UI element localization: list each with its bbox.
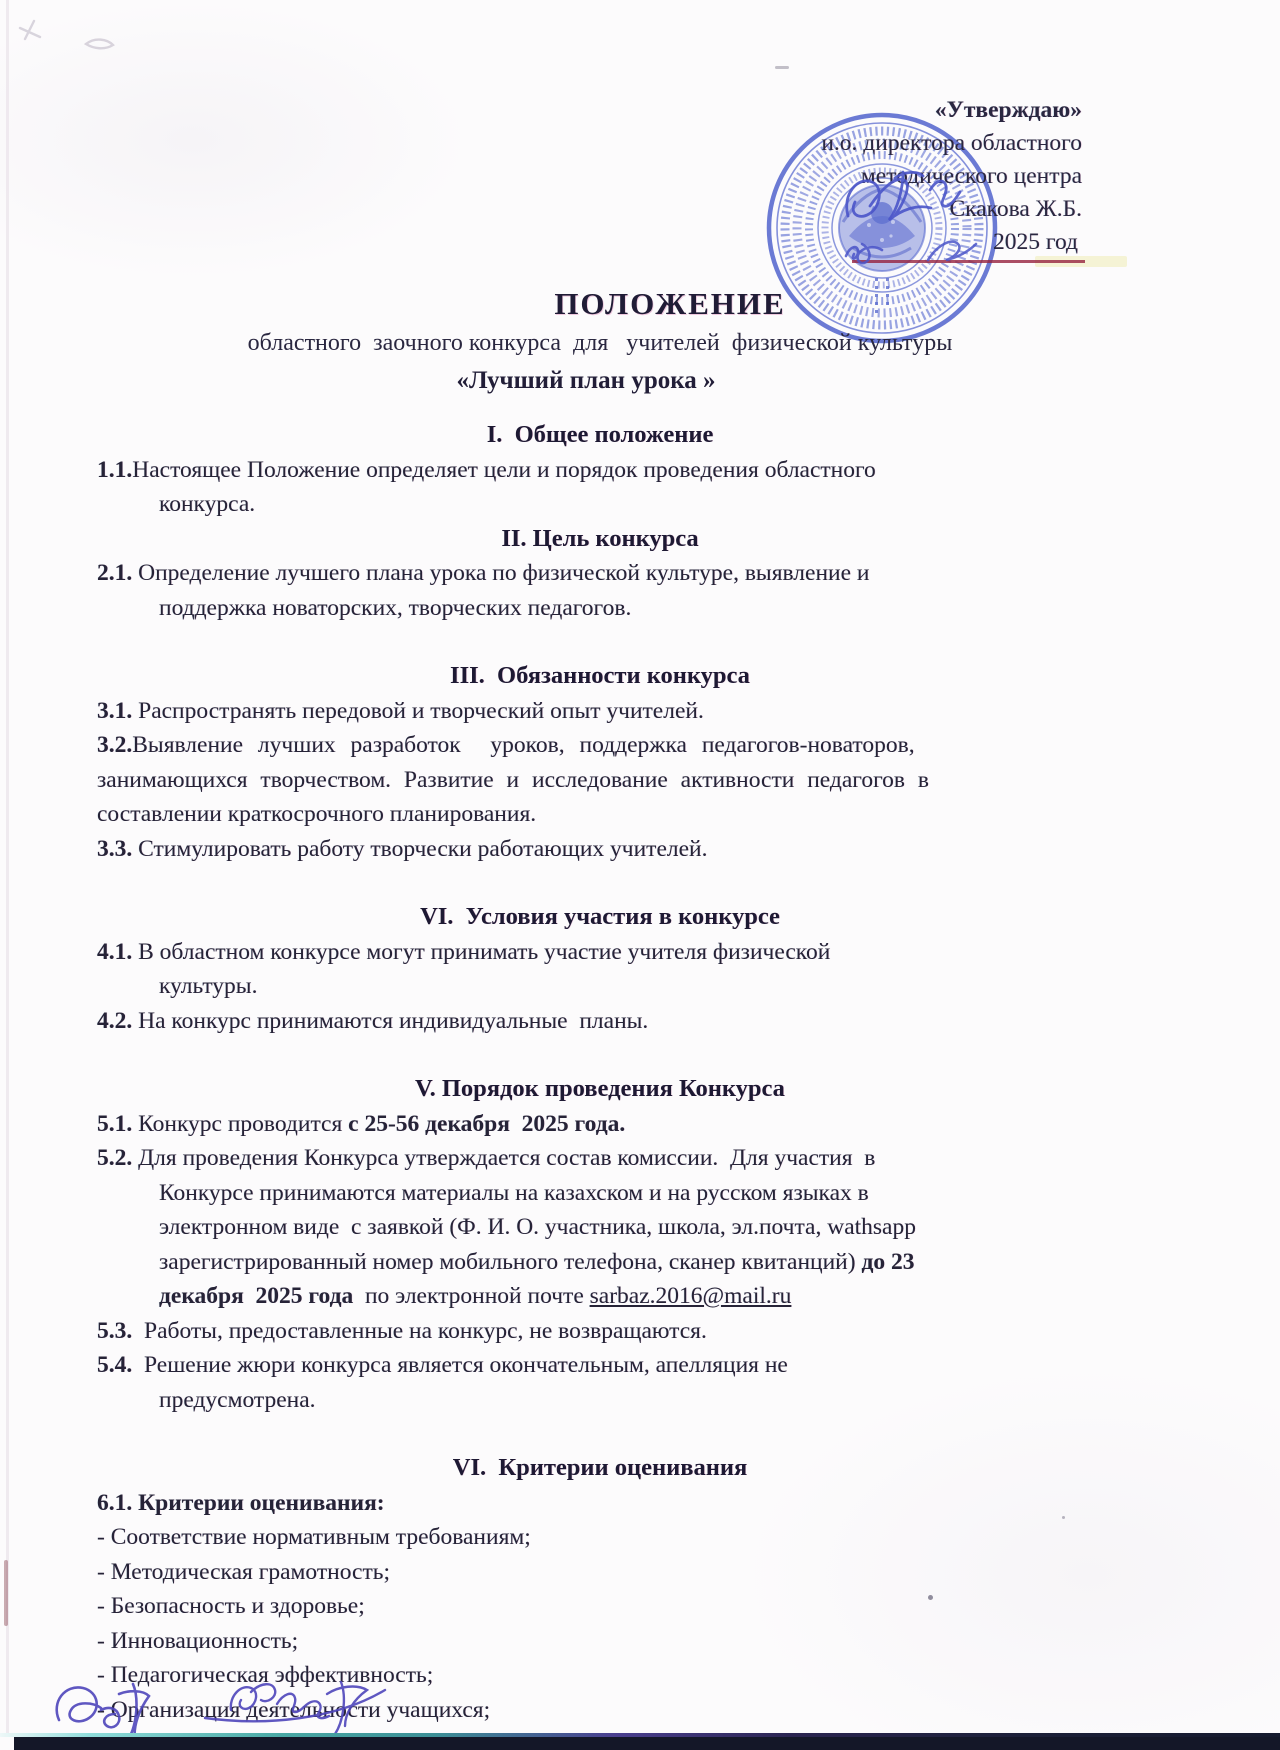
text-segment: - Безопасность и здоровье;	[97, 1593, 365, 1619]
text-segment: Стимулировать работу творчески работающих учителей.	[138, 835, 708, 862]
section-heading: VI. Условия участия в конкурсе	[420, 903, 780, 930]
text-segment: по электронной почте	[353, 1283, 590, 1309]
text-segment: Конкурс проводится	[138, 1110, 349, 1137]
doc-line	[97, 797, 1103, 832]
doc-line	[97, 1383, 1103, 1418]
approval-position-line1: и.о. директора областного	[821, 130, 1082, 156]
section-heading: II. Цель конкурса	[501, 524, 699, 552]
text-segment: На конкурс принимаются индивидуальные планы.	[138, 1007, 649, 1034]
section	[97, 1072, 1103, 1417]
text-segment: Выявление лучших разработок уроков, поддержка педагогов-новаторов,	[132, 732, 915, 758]
scan-edge-artifact	[6, 0, 9, 1750]
text-segment: 5.2.	[97, 1145, 139, 1171]
document-subtitle: областного заочного конкурса для учителей физической культуры	[247, 330, 953, 356]
section-heading: VI. Критерии оценивания	[452, 1454, 748, 1481]
section-heading: III. Обязанности конкурса	[450, 662, 750, 689]
doc-line	[97, 453, 1103, 488]
text-segment: 2.1.	[97, 560, 139, 586]
document-title: ПОЛОЖЕНИЕ	[554, 286, 786, 321]
doc-line	[97, 1348, 1103, 1383]
doc-line	[97, 1107, 1103, 1142]
text-segment: до 23	[861, 1248, 915, 1275]
text-segment: электронном виде с заявкой (Ф. И. О. участника, школа, эл.почта, wathsapp	[159, 1214, 916, 1240]
doc-line	[97, 1520, 1103, 1555]
director-signature	[800, 148, 1100, 273]
text-segment: Работы, предоставленные на конкурс, не возвращаются.	[138, 1317, 707, 1344]
text-segment: 3.3.	[97, 835, 139, 862]
text-segment: с 25-56 декабря 2025 года.	[348, 1110, 626, 1137]
doc-line	[97, 1245, 1103, 1280]
text-segment: занимающихся творчеством. Развитие и исследование активности педагогов в	[97, 766, 929, 793]
text-segment: 3.2.	[97, 732, 133, 758]
doc-line	[97, 591, 1103, 626]
text-segment: - Методическая грамотность;	[97, 1558, 390, 1585]
doc-line	[97, 1279, 1103, 1314]
scan-bottom-bar	[0, 1737, 1280, 1750]
section	[97, 900, 1103, 1038]
text-segment: Для проведения Конкурса утверждается состав комиссии. Для участия в	[138, 1145, 876, 1171]
approval-word: «Утверждаю»	[934, 97, 1082, 123]
text-segment: Решение жюри конкурса является окончательным, апелляция не	[138, 1352, 788, 1378]
scan-speck	[775, 66, 789, 69]
contest-name: «Лучший план урока »	[456, 367, 716, 394]
text-segment: Настоящее Положение определяет цели и порядок проведения областного	[132, 456, 876, 483]
text-segment: Определение лучшего плана урока по физической культуре, выявление и	[138, 560, 870, 586]
text-segment: 5.4.	[97, 1352, 139, 1378]
text-segment: Распространять передовой и творческий опыт учителей.	[138, 697, 704, 724]
text-segment: составлении краткосрочного планирования.	[97, 801, 537, 827]
text-segment: - Инновационность;	[97, 1627, 299, 1654]
text-segment: поддержка новаторских, творческих педагогов.	[159, 594, 632, 621]
email-link[interactable]: sarbaz.2016@mail.ru	[589, 1283, 792, 1309]
doc-line	[97, 556, 1103, 591]
text-segment: культуры.	[159, 973, 258, 999]
text-segment: Конкурсе принимаются материалы на казахском и на русском языках в	[159, 1179, 869, 1206]
text-segment: 4.1.	[97, 938, 139, 965]
text-segment: 4.2.	[97, 1007, 139, 1034]
doc-line	[97, 1624, 1103, 1659]
text-segment: 5.1.	[97, 1110, 139, 1137]
text-segment: декабря 2025 года	[159, 1283, 354, 1309]
title-block	[97, 286, 1103, 399]
text-segment: 6.1. Критерии оценивания:	[97, 1489, 385, 1516]
doc-line	[97, 1004, 1103, 1039]
doc-line	[97, 935, 1103, 970]
doc-line	[97, 1486, 1103, 1521]
section	[97, 418, 1103, 522]
text-segment: - Соответствие нормативным требованиям;	[97, 1524, 531, 1550]
doc-line	[97, 1589, 1103, 1624]
text-segment: - Педагогическая эффективность;	[97, 1662, 434, 1688]
section-heading: V. Порядок проведения Конкурса	[415, 1075, 785, 1102]
document-body	[97, 418, 1103, 1727]
approval-signer-name: Скакова Ж.Б.	[949, 196, 1082, 222]
scan-corner-smudge	[8, 6, 158, 86]
text-segment: 3.1.	[97, 697, 139, 724]
doc-line	[97, 832, 1103, 867]
doc-line	[97, 1210, 1103, 1245]
approval-position-line2: методического центра	[860, 163, 1082, 189]
doc-line	[97, 728, 1103, 763]
doc-line	[97, 487, 1103, 522]
doc-line	[97, 763, 1103, 798]
text-segment: 5.3.	[97, 1317, 139, 1344]
doc-line	[97, 1176, 1103, 1211]
text-segment: зарегистрированный номер мобильного телефона, сканер квитанций)	[159, 1248, 862, 1275]
text-segment: 1.1.	[97, 456, 133, 483]
doc-line	[97, 1141, 1103, 1176]
scan-bottom-notch	[0, 1737, 14, 1750]
text-segment: конкурса.	[159, 491, 256, 517]
text-segment: предусмотрена.	[159, 1386, 316, 1413]
doc-line	[97, 694, 1103, 729]
doc-line	[97, 1314, 1103, 1349]
section	[97, 522, 1103, 626]
section	[97, 659, 1103, 866]
scan-edge-mark	[4, 1560, 8, 1626]
doc-line	[97, 1555, 1103, 1590]
section-heading: I. Общее положение	[486, 421, 714, 448]
text-segment: - Организация деятельности учащихся;	[97, 1696, 491, 1723]
doc-line	[97, 969, 1103, 1004]
approval-date-line: 2025 год	[993, 229, 1078, 255]
text-segment: В областном конкурсе могут принимать участие учителя физической	[138, 938, 831, 965]
